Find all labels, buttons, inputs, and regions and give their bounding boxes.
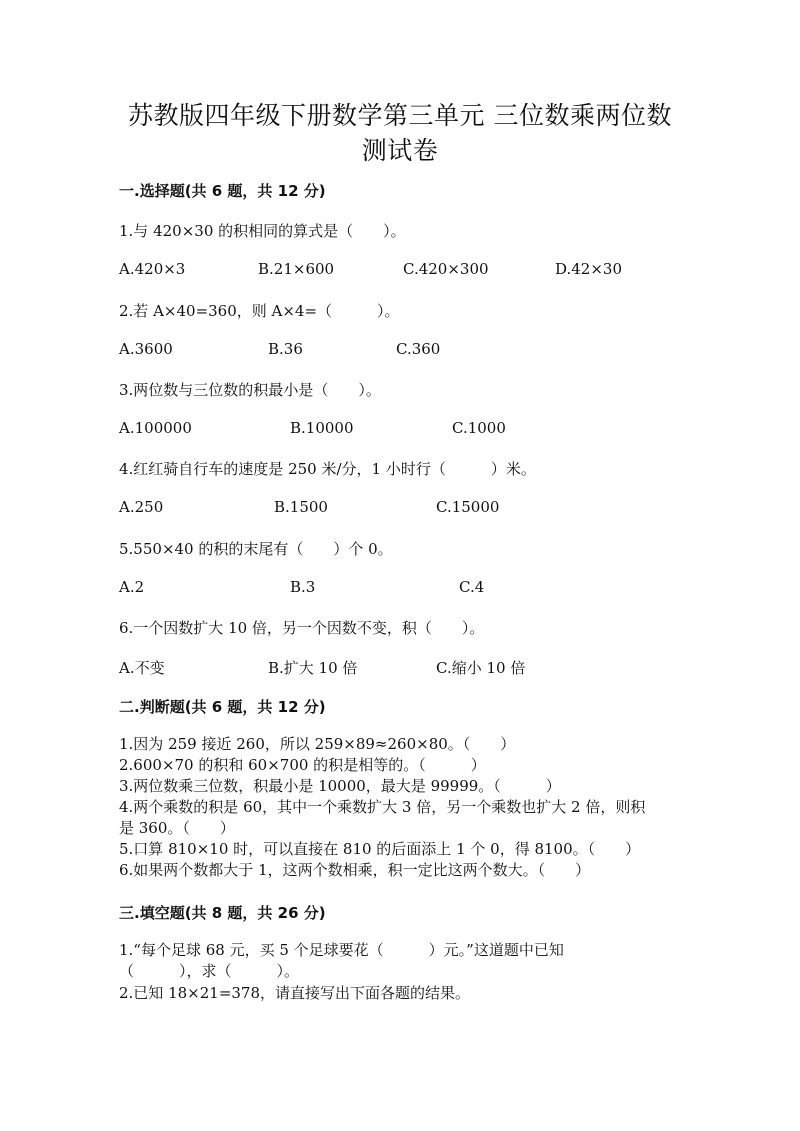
judge-line-3: 3.两位数乘三位数，积最小是 10000，最大是 99999。（ ） [119,777,561,795]
choice-6-option-b: B.扩大 10 倍 [268,659,358,677]
choice-6-option-c: C.缩小 10 倍 [436,659,526,677]
choice-4-option-c: C.15000 [436,498,500,516]
fill-line-2: 2.已知 18×21=378，请直接写出下面各题的结果。 [119,984,471,1002]
choice-1-option-a: A.420×3 [119,260,186,278]
choice-3-option-a: A.100000 [119,419,192,437]
choice-2-option-b: B.36 [268,340,303,358]
choice-5-option-c: C.4 [459,578,485,596]
choice-1-option-b: B.21×600 [258,260,335,278]
choice-1-option-c: C.420×300 [403,260,489,278]
judge-line-4: 4.两个乘数的积是 60，其中一个乘数扩大 3 倍，另一个乘数也扩大 2 倍，则积 [119,798,646,816]
section-choice-heading: 一.选择题(共 6 题，共 12 分) [119,182,326,200]
choice-question-1: 1.与 420×30 的积相同的算式是（ ）。 [119,222,406,240]
choice-4-option-b: B.1500 [274,498,328,516]
choice-5-option-b: B.3 [290,578,316,596]
choice-question-4: 4.红红骑自行车的速度是 250 米/分，1 小时行（ ）米。 [119,460,536,478]
choice-question-5: 5.550×40 的积的末尾有（ ）个 0。 [119,540,393,558]
choice-2-option-a: A.3600 [119,340,173,358]
choice-4-option-a: A.250 [119,498,164,516]
page-title-line2: 测试卷 [361,136,439,165]
page-title-line1: 苏教版四年级下册数学第三单元 三位数乘两位数 [128,101,672,130]
choice-3-option-c: C.1000 [452,419,506,437]
choice-question-3: 3.两位数与三位数的积最小是（ ）。 [119,381,381,399]
choice-question-6: 6.一个因数扩大 10 倍，另一个因数不变，积（ ）。 [119,619,485,637]
fill-line-1: 1.“每个足球 68 元，买 5 个足球要花（ ）元。”这道题中已知 [119,941,564,959]
judge-line-2: 2.600×70 的积和 60×700 的积是相等的。（ ） [119,756,486,774]
choice-1-option-d: D.42×30 [555,260,623,278]
choice-6-option-a: A.不变 [119,659,165,677]
choice-2-option-c: C.360 [396,340,441,358]
choice-3-option-b: B.10000 [290,419,354,437]
section-judge-heading: 二.判断题(共 6 题，共 12 分) [119,698,326,716]
fill-line-1-cont: （ ），求（ ）。 [119,962,300,980]
judge-line-4-cont: 是 360。（ ） [119,819,235,837]
choice-5-option-a: A.2 [119,578,145,596]
judge-line-6: 6.如果两个数都大于 1，这两个数相乘，积一定比这两个数大。（ ） [119,861,591,879]
judge-line-5: 5.口算 810×10 时，可以直接在 810 的后面添上 1 个 0，得 8100。（ ） [119,840,641,858]
judge-line-1: 1.因为 259 接近 260，所以 259×89≈260×80。（ ） [119,735,516,753]
choice-question-2: 2.若 A×40=360，则 A×4=（ ）。 [119,302,400,320]
section-fill-heading: 三.填空题(共 8 题，共 26 分) [119,904,326,922]
